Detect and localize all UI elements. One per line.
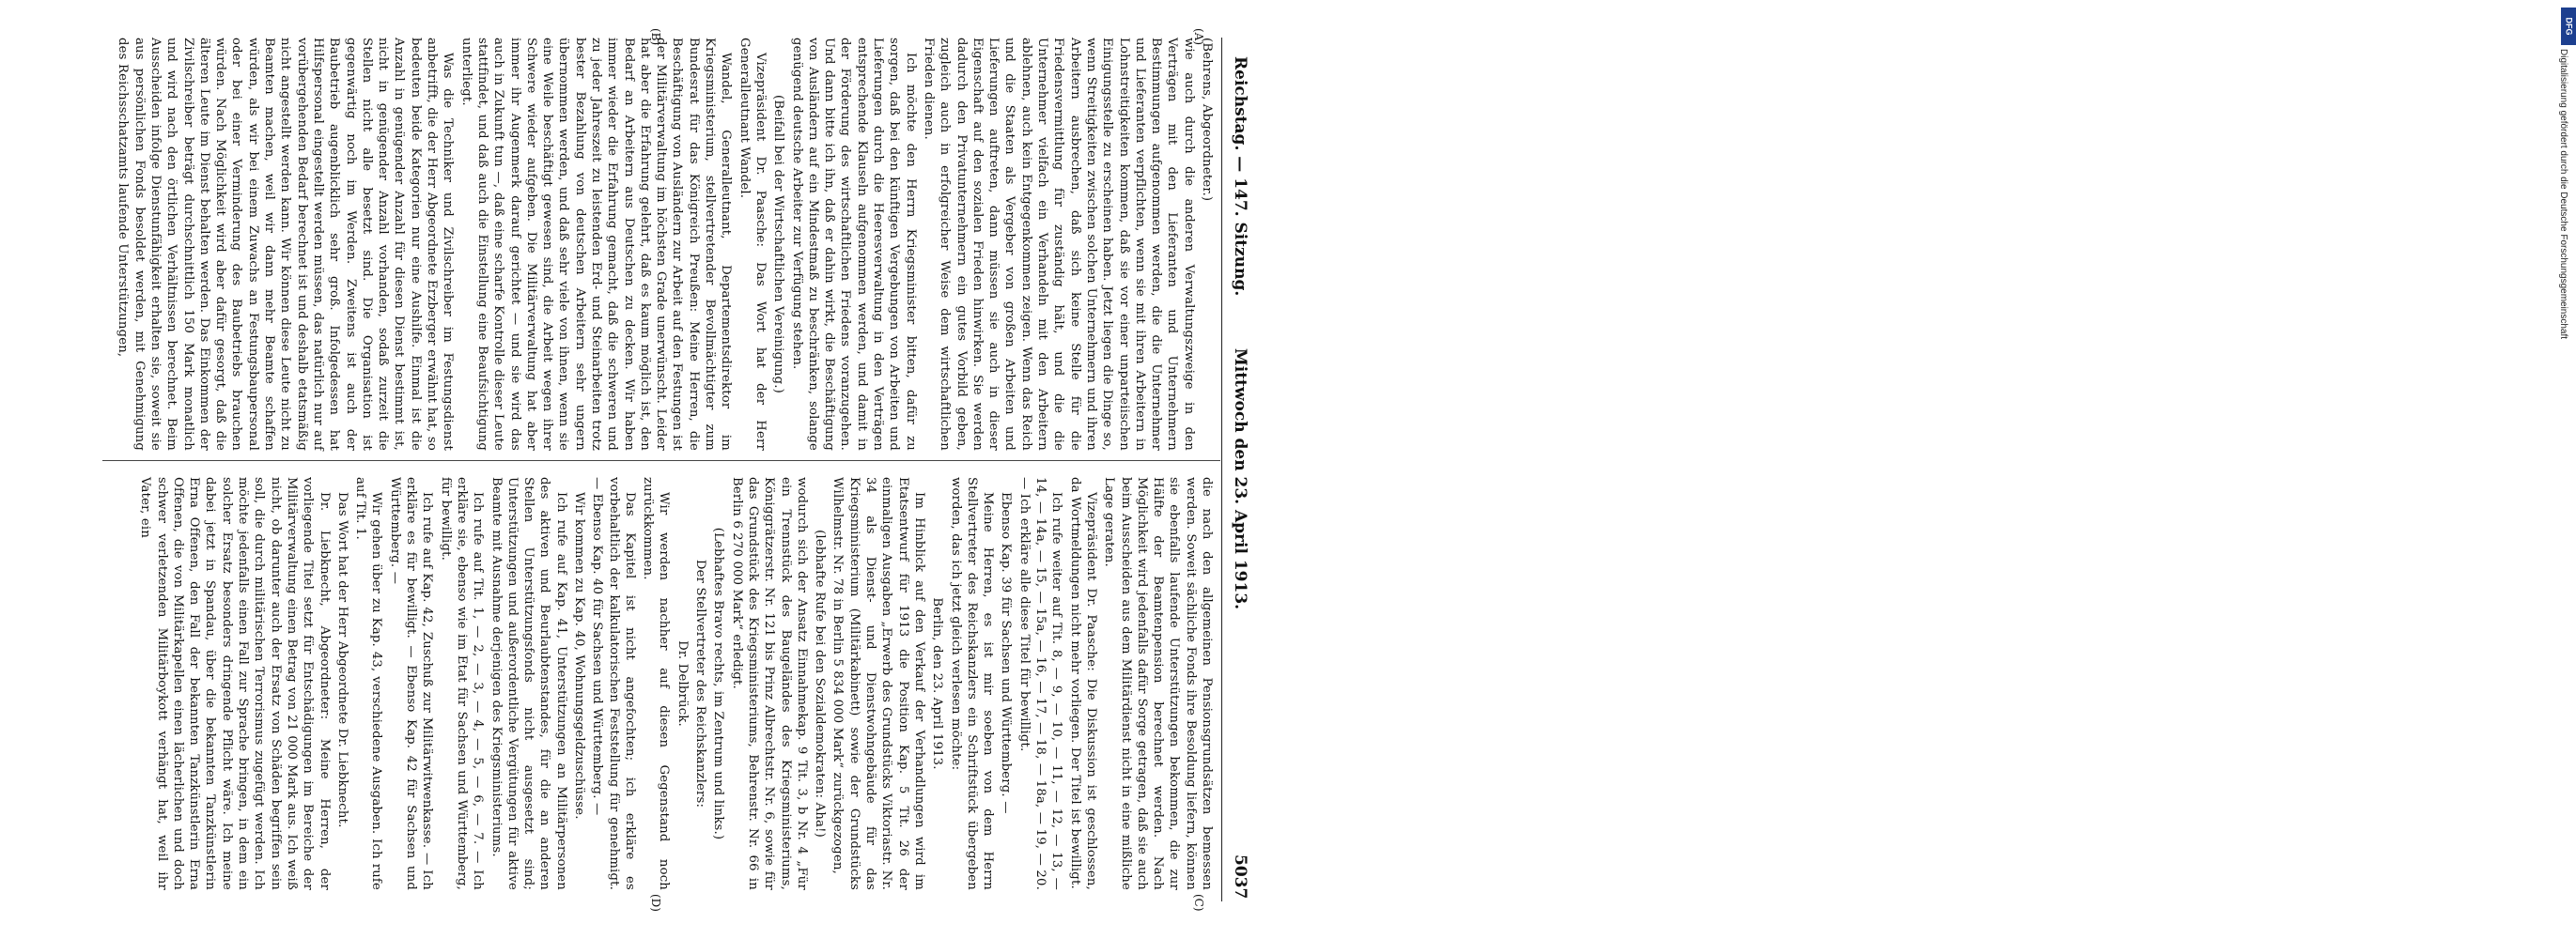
paragraph: Meine Herren, es ist mir soeben von dem Herrn Stellvertreter des Reichskanzlers ein Schriftstück übergeben worden, das ich jetzt gleich verlesen möchte: bbox=[948, 477, 996, 890]
paragraph: Ich rufe weiter auf Tit. 8, — 9, — 10, — 11, — 12, — 13, — 14, — 14a, — 15, — 15a, — 16, — 17, — 18, — 18a, — 19, — 20. — Ich erkläre alle diese Titel für bewilligt. bbox=[1016, 477, 1064, 890]
dfg-margin-strip bbox=[1280, 0, 2573, 939]
header-rule bbox=[1221, 38, 1222, 901]
page-number: 5037 bbox=[1231, 854, 1249, 900]
paragraph: Vizepräsident Dr. Paasche: Die Diskussion ist geschlossen, da Wortmeldungen nicht mehr vorliegen. Der Titel ist bewilligt. bbox=[1067, 477, 1098, 890]
paragraph: Im Hinblick auf den Verkauf der Verhandlungen wird im Etatsentwurf für 1913 die Position Kap. 5 Tit. 26 der einmaligen Ausgaben „Erwerb des Grundstücks Viktoriastr. Nr. 34 als Dienst- und Dienstwohngebäude für das Kriegsministerium (Militärkabinett) sowie der Grundstücks Wilhelmstr. Nr. 78 in Berlin 5 834 000 Mark“ zurückgezogen, bbox=[830, 477, 926, 890]
left-column bbox=[106, 38, 1215, 451]
paragraph: Wandel, Generalleutnant, Departementsdirektor im Kriegsministerium, stellvertretender Bevollmächtigter zum Bundesrat für das Königreich Preußen: Meine Herren, die Beschäftigung von Ausländern zur Arbeit auf den Festungen ist der Militärverwaltung im höchsten Grade unerwünscht. Leider hat aber die Erfahrung gelehrt, daß es kaum möglich ist, den Bedarf an Arbeitern aus Deutschen zu decken. Wir haben immer wieder die Erfahrung gemacht, daß die schweren und zu jeder Jahreszeit zu leistenden Erd- und Steinarbeiten trotz bester Bezahlung von deutschen Arbeitern sehr ungern übernommen werden, und daß sehr viele von ihnen, wenn sie eine Weile beschäftigt gewesen sind, die Arbeit wegen ihrer Schwere wieder aufgeben. Die Militärverwaltung hat aber immer ihr Augenmerk darauf gerichtet — und sie wird das auch in Zukunft tun —, daß eine scharfe Kontrolle dieser Leute stattfindet, und daß auch die Einstellung eine Beaufsichtigung unterliegt. bbox=[458, 38, 734, 451]
running-header-left: Reichstag. — 147. Sitzung. bbox=[1231, 56, 1249, 297]
margin-marker-a: (A) bbox=[1192, 28, 1205, 46]
margin-marker-b: (B) bbox=[649, 28, 662, 46]
paragraph: wie auch durch die anderen Verwaltungszweige in den Verträgen mit den Lieferanten und Unternehmern Bestimmungen aufgenommen werden, die die Unternehmer und Lieferanten verpflichten, wenn sie mit ihren Arbeitern in Lohnstreitigkeiten kommen, daß sie vor einer unparteiischen Einigungsstelle zu erscheinen haben. Jetzt liegen die Dinge so, wenn Streitigkeiten zwischen solchen Unternehmern und ihren Arbeitern ausbrechen, daß sich keine Stelle für die Friedensvermittlung für zuständig hält, und die die Unternehmer vielfach ein Verhandeln mit den Arbeitern ablehnen, auch kein Entgegenkommen zeigen. Wenn das Reich und die Staaten als Vergeber von großen Arbeiten und Lieferungen auftreten, dann müssen sie auch in dieser Eigenschaft auf den sozialen Frieden hinwirken. Sie werden dadurch den Privatunternehmern ein gutes Vorbild geben, zugleich auch in erfolgreicher Weise dem wirtschaftlichen Frieden dienen. bbox=[921, 38, 1196, 451]
column-divider bbox=[102, 460, 1220, 461]
paragraph: Ich rufe auf Kap. 42, Zuschuß zur Militärwitwenkasse. — Ich erkläre es für bewilligt. — Ebenso Kap. 42 für Sachsen und Württemberg. — bbox=[387, 477, 435, 890]
paragraph: Wir gehen über zu Kap. 43, verschiedene Ausgaben. Ich rufe auf Tit. 1. bbox=[353, 477, 384, 890]
interjection: (lebhafte Rufe bei den Sozialdemokraten: Aha!) bbox=[813, 530, 828, 838]
interjection: (Lebhaftes Bravo rechts, im Zentrum und links.) bbox=[711, 527, 726, 840]
signature-line: Der Stellvertreter des Reichskanzlers: bbox=[693, 559, 708, 808]
paragraph: Wir werden nachher auf diesen Gegenstand noch zurückkommen. bbox=[641, 477, 672, 890]
right-column bbox=[106, 477, 1215, 890]
paragraph: Ebenso Kap. 39 für Sachsen und Württemberg. — bbox=[999, 492, 1014, 814]
paragraph: wodurch sich der Ansatz Einnahmekap. 9 Tit. 3, b Nr. 4 „Für ein Trennstück des Baugeländes des Kriegsministeriums, Königgrätzerstr. Nr. 121 bis Prinz Albrechtstr. Nr. 6, sowie für das Grundstück des Kriegsministeriums, Behrenstr. Nr. 66 in Berlin 6 270 000 Mark“ erledigt. bbox=[729, 477, 809, 890]
interjection: (Beifall bei der Wirtschaftlichen Vereinigung.) bbox=[771, 94, 786, 394]
paragraph: Ich rufe auf Kap. 41, Unterstützungen an Militärpersonen des aktiven und Beurlaubtenstandes, für die an anderen Stellen Unterstützungsfonds nicht ausgesetzt sind; Unterstützungen und außerordentliche Vergütungen für aktive Beamte mit Ausnahme derjenigen des Kriegsministeriums. bbox=[489, 477, 568, 890]
signature-name: Dr. Delbrück. bbox=[675, 640, 690, 727]
dfg-logo: DFG bbox=[2561, 8, 2576, 45]
paragraph: Vizepräsident Dr. Paasche: Das Wort hat der Herr Generalleutnant Wandel. bbox=[737, 38, 768, 451]
margin-marker-d: (D) bbox=[649, 894, 662, 912]
paragraph: Das Wort hat der Herr Abgeordnete Dr. Liebknecht. bbox=[334, 492, 349, 828]
margin-marker-c: (C) bbox=[1192, 894, 1205, 912]
scanned-page bbox=[89, 28, 1264, 920]
paragraph: Ich möchte den Herrn Kriegsminister bitten, dafür zu sorgen, daß bei den künftigen Vergebungen von Arbeiten und Lieferungen durch die Heeresverwaltung in den Verträgen entsprechende Klauseln aufgenommen werden, und damit in der Förderung des wirtschaftlichen Friedens voranzugehen. Und dann bitte ich ihn, daß er dahin wirkt, die Beschäftigung von Ausländern auf ein Mindestmaß zu beschränken, solange genügend deutsche Arbeiter zur Verfügung stehen. bbox=[789, 38, 918, 451]
paragraph: Was die Techniker und Zivilschreiber im Festungsdienst anbetrifft, die der Herr Abgeordnete Erzberger erwähnt hat, so bedeuten beide Kategorien nur eine Aushilfe. Einmal ist die Anzahl in genügender Anzahl für diesen Dienst bestimmt ist, nicht in genügender Anzahl vorhanden, sodaß zurzeit die Stellen nicht alle besetzt sind. Die Organisation ist gegenwärtig noch im Werden. Zweitens ist auch der Baubetrieb augenblicklich sehr groß. Infolgedessen hat Hilfspersonal eingestellt werden müssen, das natürlich nur auf vorübergehenden Bedarf berechnet ist und deshalb etatsmäßig nicht angestellt werden kann. Wir können diese Leute nicht zu Beamten machen, weil wir dann mehr Beamte schaffen würden, als wir bei einem Zuwachs an Festungsbaupersonal oder bei einer Verminderung des Baubetriebs brauchen würden. Nach Möglichkeit wird aber dafür gesorgt, daß die älteren Leute im Dienst behalten werden. Das Einkommen der Zivilschreiber beträgt durchschnittlich 150 Mark monatlich und wird nach den örtlichen Verhältnissen berechnet. Beim Ausscheiden infolge Dienstunfähigkeit erhalten sie, soweit sie aus persönlichen Fonds besoldet werden, mit Genehmigung des Reichsschatzamts laufende Unterstützungen, bbox=[116, 38, 456, 451]
digitization-note: Digitalisierung gefördert durch die Deutsche Forschungsgemeinschaft bbox=[2558, 49, 2568, 340]
paragraph: Dr. Liebknecht, Abgeordneter: Meine Herren, der vorliegende Titel setzt für Entschädigungen im Bereiche der Militärverwaltung einen Betrag von 21 000 Mark aus. Ich weiß nicht, ob darunter auch der Ersatz von Schäden begriffen sein soll, die durch militärischen Terrorismus zugefügt werden. Ich möchte jedenfalls einen Fall zur Sprache bringen, in dem ein solcher Ersatz besonders dringende Pflicht wäre. Ich meine dabei jetzt in Spandau, über die bekannten Tanzkünstlerin Erna Offenen, den Fall der bekannten Tanzkünstlerin Erna Offenen, die von Militärkapellen einen lächerlichen und doch schwer verletzenden Militärboykott verhängt hat, weil ihr Vater, ein bbox=[138, 477, 332, 890]
paragraph: Das Kapitel ist nicht angefochten; ich erkläre es vorbehaltlich der kalkulatorischen Feststellung für genehmigt. — Ebenso Kap. 40 für Sachsen und Württemberg. — bbox=[590, 477, 637, 890]
speaker-tag: (Behrens, Abgeordneter.) bbox=[1200, 38, 1214, 202]
paragraph: die nach den allgemeinen Pensionsgrundsätzen bemessen werden. Soweit sächliche Fonds ihre Besoldung liefern, können sie ebenfalls laufende Unterstützungen bekommen, die zur Hälfte der Beamtenpension berechnet werden. Nach Möglichkeit wird jedenfalls dafür Sorge getragen, daß sie auch beim Ausscheiden aus dem Militärdienst nicht in eine mißliche Lage geraten. bbox=[1102, 477, 1214, 890]
paragraph: Wir kommen zu Kap. 40, Wohnungsgeldzuschüsse. bbox=[572, 492, 587, 820]
running-header-date: Mittwoch den 23. April 1913. bbox=[1231, 347, 1249, 610]
paragraph: Ich rufe auf Tit. 1, — 2, — 3, — 4, — 5, — 6, — 7. — Ich erkläre sie, ebenso wie im Etat für Sachsen und Württemberg, für bewilligt. bbox=[438, 477, 486, 890]
letter-date: Berlin, den 23. April 1913. bbox=[930, 597, 945, 770]
